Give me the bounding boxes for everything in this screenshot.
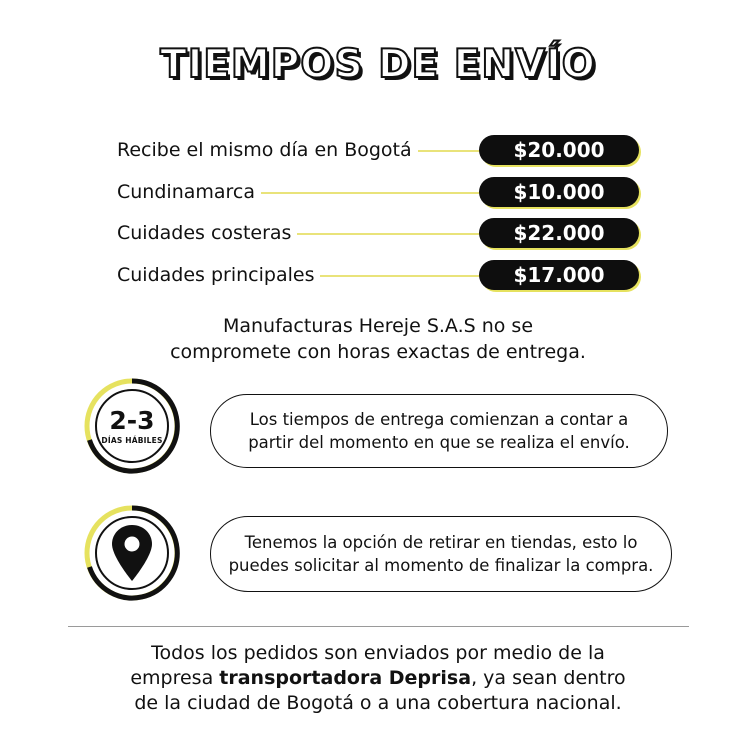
rate-label: Cundinamarca xyxy=(117,177,261,207)
section-divider xyxy=(68,626,689,627)
shipping-rates-list xyxy=(0,0,756,300)
rate-row-bogota xyxy=(117,135,639,165)
price-badge: $20.000 xyxy=(479,135,639,165)
info-line: Los tiempos de entrega comienzan a contar a xyxy=(249,410,629,429)
footer-line xyxy=(0,666,756,691)
pickup-info-box xyxy=(210,516,672,592)
pickup-badge xyxy=(84,505,180,601)
rate-row-costeras xyxy=(117,218,639,248)
price-badge: $22.000 xyxy=(479,218,639,248)
price-badge: $10.000 xyxy=(479,177,639,207)
info-line: puedes solicitar al momento de finalizar la compra. xyxy=(228,556,654,575)
footer-text-post: , ya sean dentro xyxy=(471,667,626,689)
page-title: TIEMPOS DE ENVÍO xyxy=(160,42,596,87)
rate-label: Cuidades costeras xyxy=(117,218,297,248)
carrier-name: transportadora Deprisa xyxy=(219,667,472,689)
badge-days-value: 2-3 xyxy=(109,406,155,435)
delivery-days-badge xyxy=(84,378,180,474)
badge-ring-icon xyxy=(84,505,180,601)
info-line: Tenemos la opción de retirar en tiendas, esto lo xyxy=(244,533,638,552)
footer-line: Todos los pedidos son enviados por medio de la xyxy=(151,642,605,664)
price-badge: $17.000 xyxy=(479,260,639,290)
footer-line: de la ciudad de Bogotá o a una cobertura nacional. xyxy=(134,692,622,714)
badge-days-label: DÍAS HÁBILES xyxy=(101,436,163,445)
rate-row-cundinamarca xyxy=(117,177,639,207)
info-line: partir del momento en que se realiza el envío. xyxy=(248,433,630,452)
rate-row-principales xyxy=(117,260,639,290)
rate-label: Cuidades principales xyxy=(117,260,320,290)
notice-line: compromete con horas exactas de entrega. xyxy=(170,341,586,363)
delivery-info-box xyxy=(210,394,668,468)
rate-label: Recibe el mismo día en Bogotá xyxy=(117,135,418,165)
footer-text-pre: empresa xyxy=(130,667,220,689)
footer-text xyxy=(0,641,756,716)
delivery-notice xyxy=(0,313,756,365)
notice-line: Manufacturas Hereje S.A.S no se xyxy=(222,315,534,337)
